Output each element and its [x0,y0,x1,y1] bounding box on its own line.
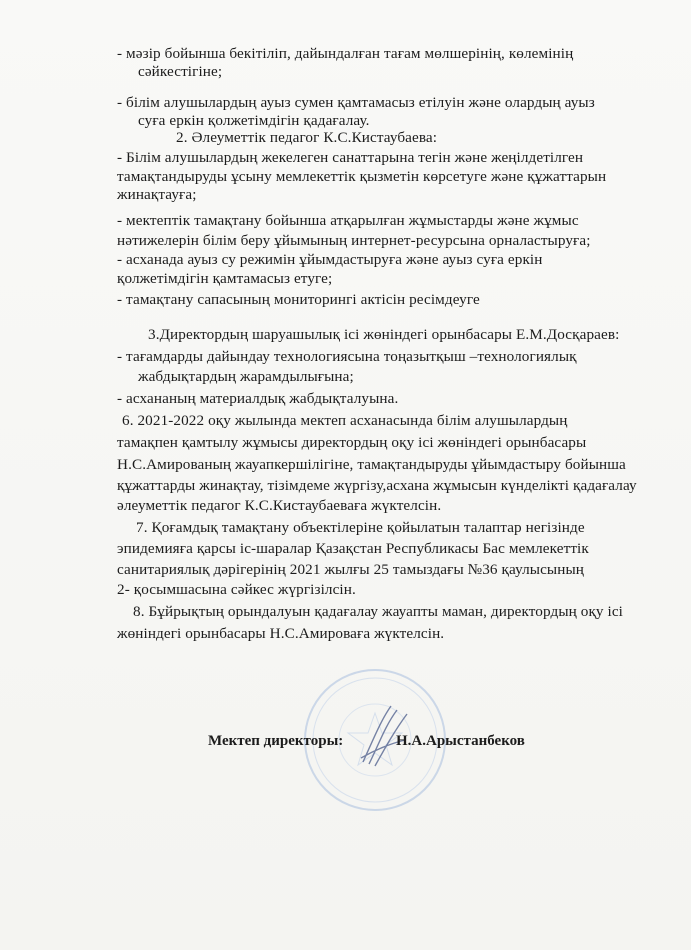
paragraph-line: 2- қосымшасына сәйкес жүргізілсін. [117,581,356,598]
paragraph-line: санитариялық дәрігерінің 2021 жылғы 25 тамыздағы №36 қаулысының [117,561,584,578]
text-line: қолжетімдігін қамтамасыз етуге; [117,270,333,287]
signature-title: Мектеп директоры: [208,733,344,749]
text-line: сәйкестігіне; [138,63,223,80]
section-heading: 3.Директордың шаруашылық ісі жөніндегі орынбасары Е.М.Досқараев: [148,326,620,343]
text-line: нәтижелерін білім беру ұйымының интернет-ресурсына орналастыруға; [117,232,591,249]
paragraph-line: Н.С.Амированың жауапкершілігіне, тамақтандыруды ұйымдастыру бойынша [117,456,626,473]
text-line: - білім алушылардың ауыз сумен қамтамасыз етілуін және олардың ауыз [117,94,595,111]
text-line: тамақтандыруды ұсыну мемлекеттік қызметін көрсетуге және құжаттарын [117,168,607,185]
text-line: - асхананың материалдық жабдықталуына. [117,390,399,407]
signature-name: Н.А.Арыстанбеков [396,733,525,749]
text-line: жинақтауға; [117,186,197,203]
text-line: - мәзір бойынша бекітіліп, дайындалған тағам мөлшерінің, көлемінің [117,45,574,62]
text-line: - Білім алушылардың жекелеген санаттарына тегін және жеңілдетілген [117,149,584,166]
text-line: суға еркін қолжетімдігін қадағалау. [138,112,370,129]
text-line: - мектептік тамақтану бойынша атқарылған жұмыстарды және жұмыс [117,212,579,229]
text-line: - тағамдарды дайындау технологиясына тоңазытқыш –технологиялық [117,348,577,365]
paragraph-line: құжаттарды жинақтау, тізімдеме жүргізу,асхана жұмысын күнделікті қадағалау [117,477,637,494]
section-heading: 2. Әлеуметтік педагог К.С.Кистаубаева: [176,129,438,146]
paragraph-line: әлеуметтік педагог К.С.Кистаубаеваға жүктелсін. [117,497,442,514]
paragraph-line: эпидемияға қарсы іс-шаралар Қазақстан Республикасы Бас мемлекеттік [117,540,589,557]
paragraph-line: тамақпен қамтылу жұмысы директордың оқу ісі жөніндегі орынбасары [117,434,587,451]
text-line: жабдықтардың жарамдылығына; [138,368,354,385]
paragraph-line: 7. Қоғамдық тамақтану объектілеріне қойылатын талаптар негізінде [136,519,585,536]
text-line: - асханада ауыз су режимін ұйымдастыруға және ауыз суға еркін [117,251,543,268]
paragraph-line: 6. 2021-2022 оқу жылында мектеп асханасында білім алушылардың [122,412,568,429]
paragraph-line: жөніндегі орынбасары Н.С.Амироваға жүктелсін. [117,625,445,642]
paragraph-line: 8. Бұйрықтың орындалуын қадағалау жауапты маман, директордың оқу ісі [133,603,623,620]
text-line: - тамақтану сапасының мониторингі актісін ресімдеуге [117,291,480,308]
